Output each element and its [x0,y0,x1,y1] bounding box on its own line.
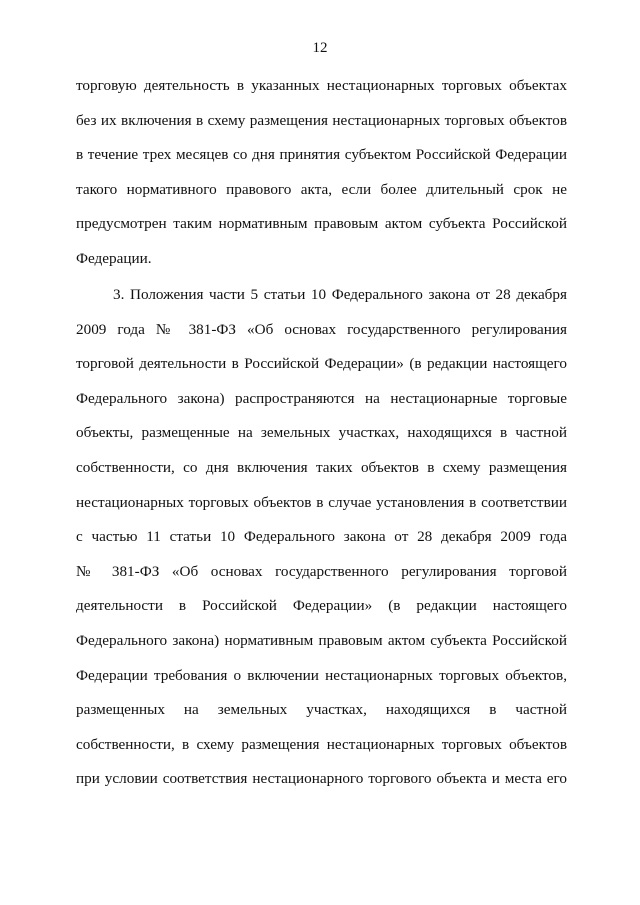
text-line: с частью 11 статьи 10 Федерального закона от 28 декабря 2009 года [76,528,567,546]
text-line: Федерального закона) распространяются на нестационарные торговые [76,389,567,407]
text-line: Федерации требования о включении нестационарных торговых объектов, [76,666,567,684]
text-line: 2009 года № 381-ФЗ «Об основах государственного регулирования [76,320,567,338]
page-number: 12 [312,40,328,56]
text-line: торговой деятельности в Российской Федерации» (в редакции настоящего [76,355,567,373]
text-line: торговую деятельность в указанных нестационарных торговых объектах [76,77,567,94]
text-line: такого нормативного правового акта, если более длительный срок не [76,180,567,198]
text-line: Федерации. [76,249,152,267]
text-line: 3. Положения части 5 статьи 10 Федерального закона от 28 декабря [113,286,567,303]
text-line: собственности, со дня включения таких объектов в схему размещения [76,458,567,476]
text-line: нестационарных торговых объектов в случае установления в соответствии [76,493,567,511]
text-line: в течение трех месяцев со дня принятия субъектом Российской Федерации [76,146,567,164]
text-line: Федерального закона) нормативным правовым актом субъекта Российской [76,631,567,649]
text-line: размещенных на земельных участках, находящихся в частной [76,701,567,719]
paragraph-continuation [76,69,567,277]
text-line: при условии соответствия нестационарного торгового объекта и места его [76,770,567,788]
text-line: предусмотрен таким нормативным правовым актом субъекта Российской [76,215,567,233]
text-line: № 381-ФЗ «Об основах государственного регулирования торговой [76,562,567,580]
text-line: без их включения в схему размещения нестационарных торговых объектов [76,111,567,129]
text-line: деятельности в Российской Федерации» (в редакции настоящего [76,597,567,615]
paragraph-3 [76,278,567,797]
text-line: собственности, в схему размещения нестационарных торговых объектов [76,735,567,753]
text-line: объекты, размещенные на земельных участках, находящихся в частной [76,424,567,442]
